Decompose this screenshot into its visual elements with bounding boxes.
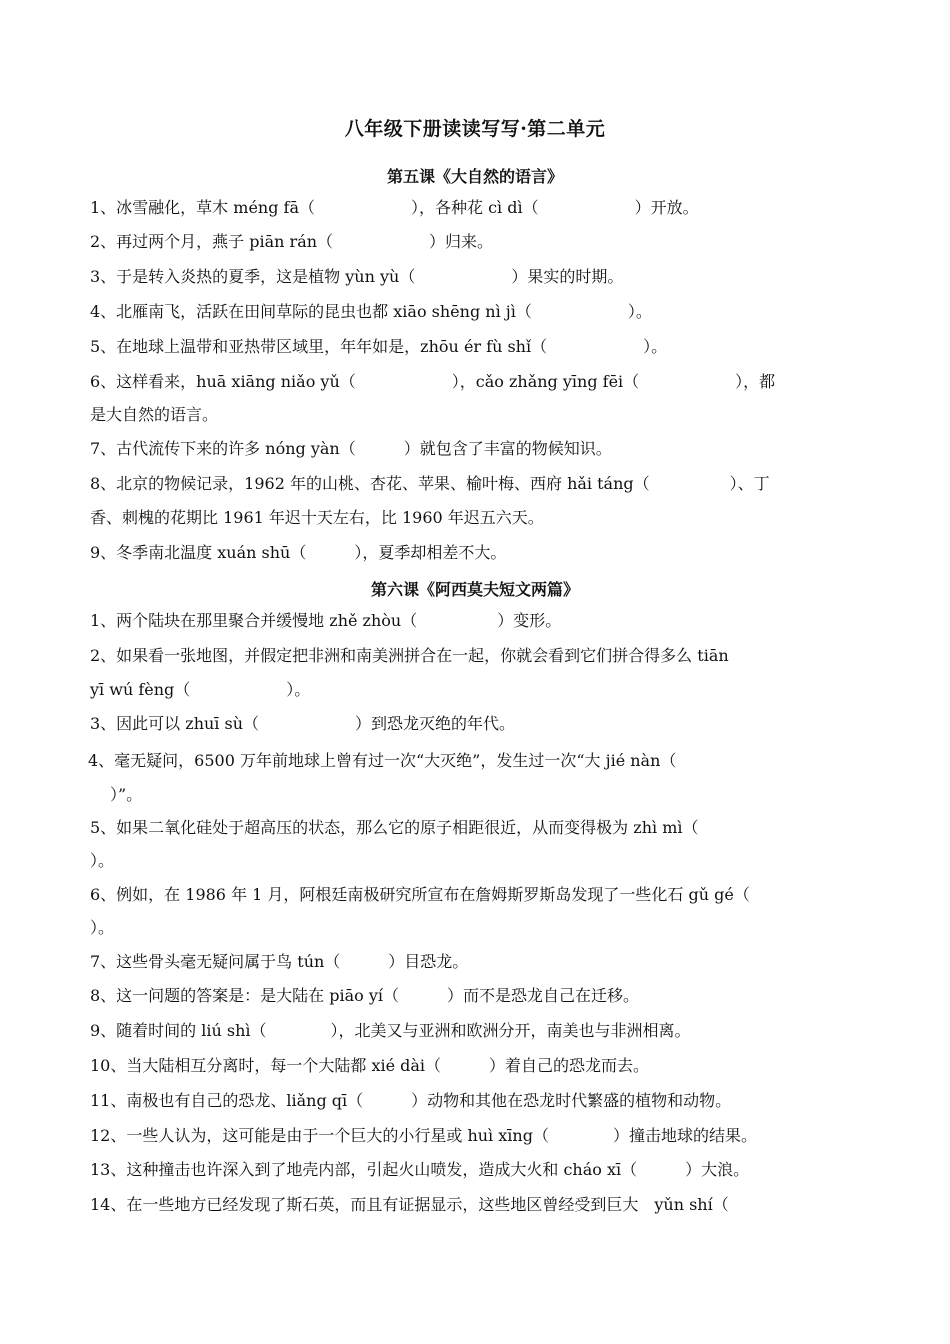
exercise-line: 6、例如，在 1986 年 1 月，阿根廷南极研究所宣布在詹姆斯罗斯岛发现了一些化石 gǔ gé（ <box>90 885 750 904</box>
exercise-line: 4、北雁南飞，活跃在田间草际的昆虫也都 xiāo shēng nì jì（ ）。 <box>90 302 652 321</box>
section-heading-lesson-5: 第五课《大自然的语言》 <box>386 167 563 186</box>
exercise-line: 3、因此可以 zhuī sù（ ）到恐龙灭绝的年代。 <box>90 714 516 733</box>
exercise-line: 12、一些人认为，这可能是由于一个巨大的小行星或 huì xīng（ ）撞击地球的结果。 <box>90 1126 757 1145</box>
exercise-line: 1、两个陆块在那里聚合并缓慢地 zhě zhòu（ ）变形。 <box>90 611 562 630</box>
exercise-line: 1、冰雪融化，草木 méng fā（ ），各种花 cì dì（ ）开放。 <box>90 198 699 217</box>
exercise-line-continued: 香、刺槐的花期比 1961 年迟十天左右，比 1960 年迟五六天。 <box>90 508 544 527</box>
exercise-line: 8、北京的物候记录，1962 年的山桃、杏花、苹果、榆叶梅、西府 hǎi táng（ ）、丁 <box>90 474 770 493</box>
exercise-line: 3、于是转入炎热的夏季，这是植物 yùn yù（ ）果实的时期。 <box>90 267 624 286</box>
exercise-line-continued: 是大自然的语言。 <box>90 405 219 424</box>
exercise-line-continued: yī wú fèng（ ）。 <box>90 680 311 699</box>
exercise-line: 4、毫无疑问，6500 万年前地球上曾有过一次“大灭绝”，发生过一次“大 jié nàn（ <box>88 751 677 770</box>
exercise-line: 7、这些骨头毫无疑问属于鸟 tún（ ）目恐龙。 <box>90 952 469 971</box>
exercise-line-continued: ）”。 <box>110 785 143 804</box>
exercise-line: 8、这一问题的答案是：是大陆在 piāo yí（ ）而不是恐龙自己在迁移。 <box>90 986 640 1005</box>
exercise-line: 6、这样看来，huā xiāng niǎo yǔ（ ），cǎo zhǎng yīng fēi（ ），都 <box>90 372 776 391</box>
exercise-line: 10、当大陆相互分离时，每一个大陆都 xié dài（ ）着自己的恐龙而去。 <box>90 1056 650 1075</box>
section-heading-lesson-6: 第六课《阿西莫夫短文两篇》 <box>370 580 579 599</box>
exercise-line: 5、在地球上温带和亚热带区域里，年年如是，zhōu ér fù shǐ（ ）。 <box>90 337 668 356</box>
exercise-line: 14、在一些地方已经发现了斯石英，而且有证据显示，这些地区曾经受到巨大 yǔn shí（ <box>90 1195 729 1214</box>
exercise-line: 13、这种撞击也许深入到了地壳内部，引起火山喷发，造成大火和 cháo xī（ ）大浪。 <box>90 1160 750 1179</box>
exercise-line: 7、古代流传下来的许多 nóng yàn（ ）就包含了丰富的物候知识。 <box>90 439 612 458</box>
exercise-line: 9、冬季南北温度 xuán shū（ ），夏季却相差不大。 <box>90 543 507 562</box>
exercise-line-continued: ）。 <box>90 851 115 870</box>
exercise-line: 11、南极也有自己的恐龙、liǎng qī（ ）动物和其他在恐龙时代繁盛的植物和动物。 <box>90 1091 732 1110</box>
exercise-line: 2、如果看一张地图，并假定把非洲和南美洲拼合在一起，你就会看到它们拼合得多么 tiān <box>90 646 729 665</box>
exercise-line: 5、如果二氧化硅处于超高压的状态，那么它的原子相距很近，从而变得极为 zhì mì（ <box>90 818 699 837</box>
exercise-line: 2、再过两个月，燕子 piān rán（ ）归来。 <box>90 232 494 251</box>
page-title: 八年级下册读读写写·第二单元 <box>344 118 606 140</box>
exercise-line: 9、随着时间的 liú shì（ ），北美又与亚洲和欧洲分开，南美也与非洲相离。 <box>90 1021 691 1040</box>
exercise-line-continued: ）。 <box>90 918 115 937</box>
